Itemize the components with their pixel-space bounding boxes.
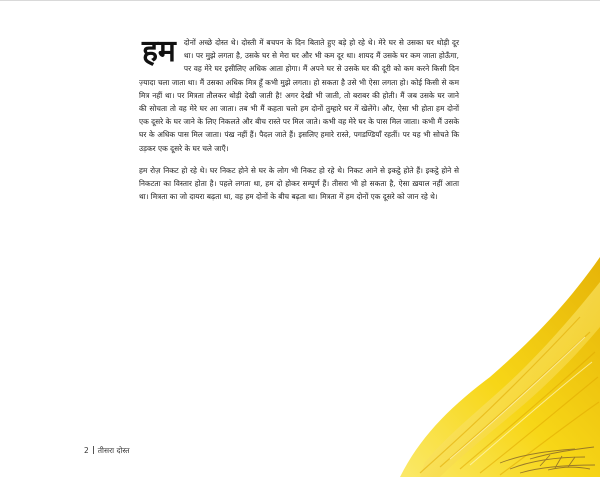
drop-cap: हम [142,34,176,69]
page-footer [84,446,130,456]
brush-swath [400,257,600,477]
paragraph-1-text: दोनों अच्छे दोस्त थे। दोस्ती में बचपन के दिन बिताते हुए बड़े हो रहे थे। मेरे घर से उसका घर थोड़ी दूर था। पर मुझे लगता है, उसके घर से मेरा घर और भी कम दूर था। शायद मैं उसके घर कम जाता होऊँगा, पर वह मेरे घर इसीलिए अधिक आता होगा। मैं अपने घर से उसके घर की दूरी को कम करने किसी दिन ज़्यादा चला जाता था। मैं उसका अधिक मित्र हूँ कभी मुझे लगता। हो सकता है उसे भी ऐसा लगता हो। कोई किसी से कम मित्र नहीं था। पर मित्रता तौलकर थोड़ी देखी जाती है! अगर देखी भी जाती, तो बराबर की होती। मैं जब उसके घर जाने की सोचता तो वह मेरे घर आ जाता। तब भी मैं कहता चलो हम दोनों तुम्हारे घर में खेलेंगे। और, ऐसा भी होता हम दोनों एक दूसरे के घर जाने के लिए निकलते और बीच रास्ते पर मिल जाते। कभी वह मेरे घर के पास मिल जाता। कभी मैं उसके घर के अधिक पास मिल जाता। पंख नहीं हैं। पैदल जाते हैं। इसलिए हमारे रास्ते, पगडण्डियाँ रहतीं। पर यह भी सोचते कि उड़कर एक दूसरे के घर चले जाएँ। [139,38,459,153]
paragraph-1 [139,36,459,155]
page-number: 2 [84,446,89,455]
top-rule [0,0,600,1]
paragraph-2: हम रोज़ निकट हो रहे थे। घर निकट होने से घर के लोग भी निकट हो रहे थे। निकट आने से इकट्ठे होते हैं। इकट्ठे होने से निकटता का विस्तार होता है। पहले लगता था, हम दो होकर सम्पूर्ण हैं। तीसरा भी हो सकता है, ऐसा ख़याल नहीं आता था। मित्रता का जो दायरा बढ़ता था, वह हम दोनों के बीच बढ़ता था। मित्रता में हम दोनों एक दूसरे को जान रहे थे। [139,165,459,202]
footer-separator [93,446,94,454]
book-title: तीसरा दोस्त [97,446,130,455]
story-text [139,36,459,203]
yellow-brush-illustration [380,237,600,477]
